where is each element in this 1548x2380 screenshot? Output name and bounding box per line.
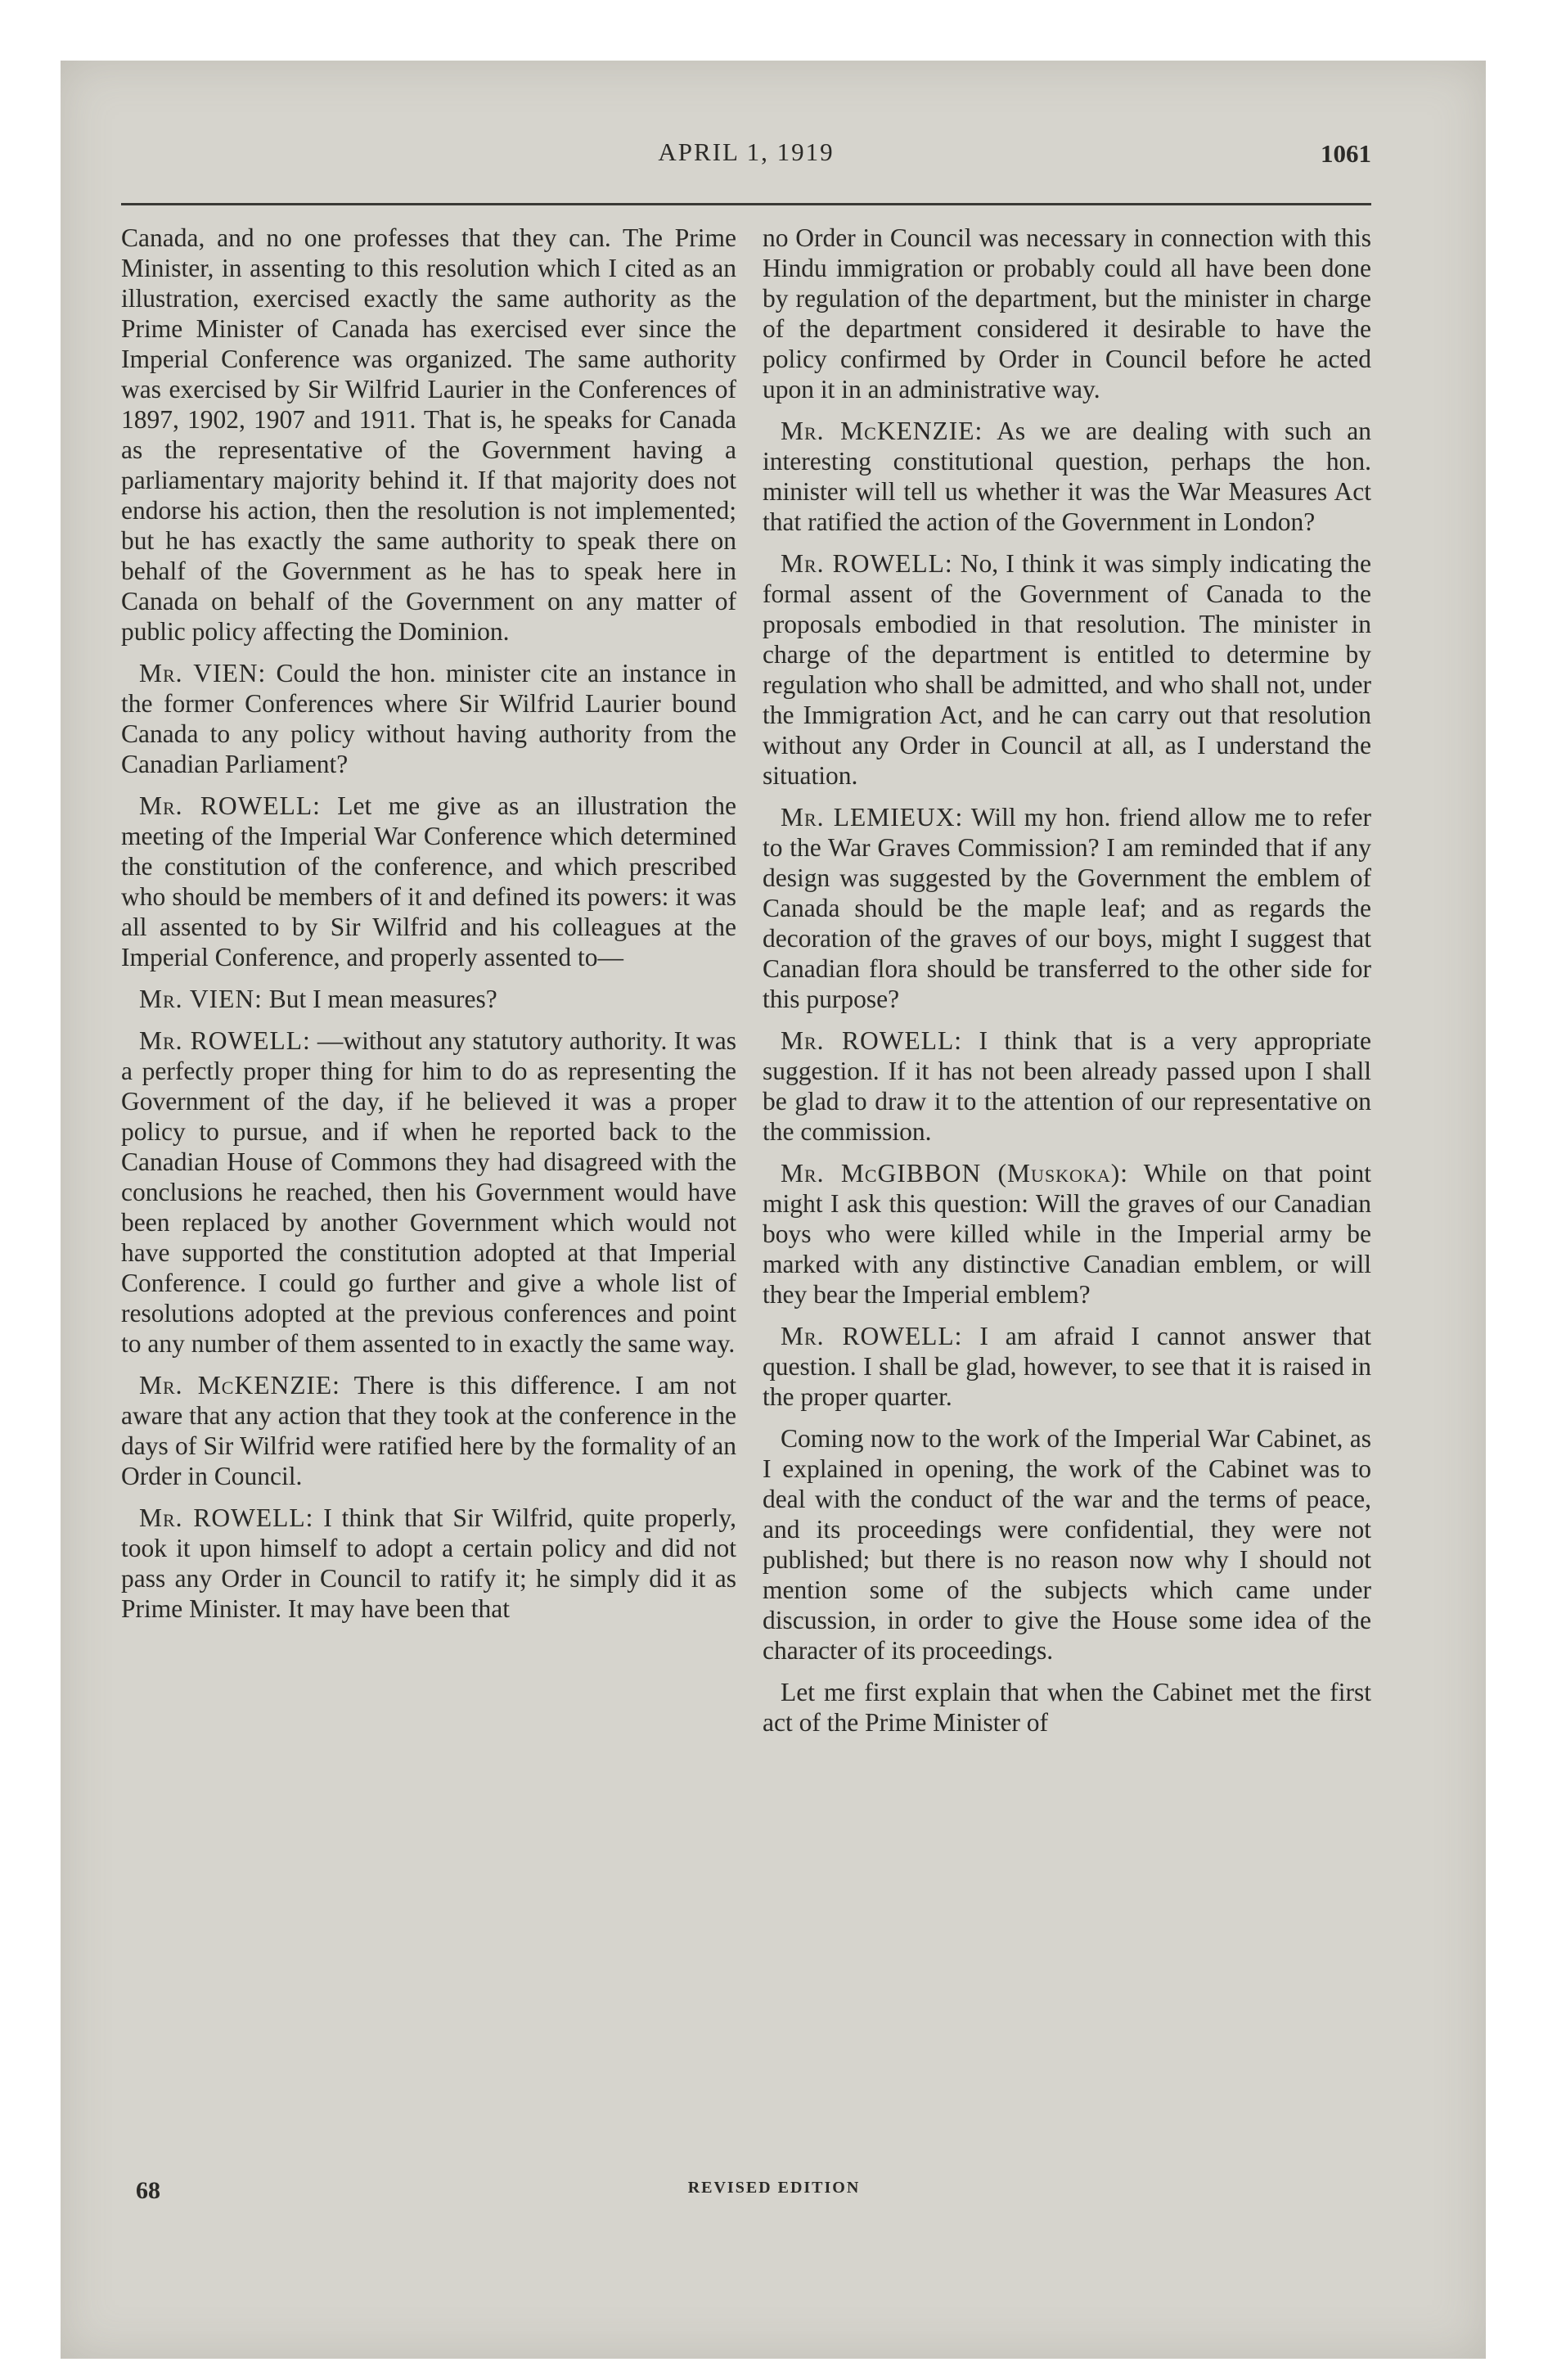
speaker-name: Mr. McGIBBON (Muskoka): xyxy=(781,1159,1128,1188)
speaker-name: Mr. VIEN: xyxy=(139,659,267,687)
paragraph-text: Could the hon. minister cite an instance in the former Conferences where Sir Wilfrid Laurier bound Canada to any policy without having authority from the Canadian Parliament? xyxy=(121,659,736,778)
paragraph xyxy=(763,1677,1371,1738)
paragraph xyxy=(763,802,1371,1014)
paragraph xyxy=(763,223,1371,404)
paragraph-text: Let me first explain that when the Cabinet met the first act of the Prime Minister of xyxy=(763,1678,1371,1737)
paragraph xyxy=(763,548,1371,791)
paragraph xyxy=(763,1321,1371,1412)
speaker-name: Mr. ROWELL: xyxy=(781,1026,962,1055)
paragraph-text: I think that is a very appropriate suggestion. If it has not been already passed upon I shall be glad to draw it to the attention of our representative on the commission. xyxy=(763,1026,1371,1146)
page-number: 1061 xyxy=(1321,139,1371,168)
speaker-name: Mr. McKENZIE: xyxy=(781,417,983,445)
speaker-name: Mr. LEMIEUX: xyxy=(781,803,964,832)
paragraph-text: I am afraid I cannot answer that question. I shall be glad, however, to see that it is raised in the proper quarter. xyxy=(763,1322,1371,1411)
paragraph xyxy=(121,1370,736,1491)
paragraph-text: There is this difference. I am not aware that any action that they took at the conference in the days of Sir Wilfrid were ratified here by the formality of an Order in Council. xyxy=(121,1371,736,1490)
paragraph xyxy=(121,984,736,1014)
paragraph-text: I think that Sir Wilfrid, quite properly, took it upon himself to adopt a certain policy and did not pass any Order in Council to ratify it; he simply did it as Prime Minister. It may have been that xyxy=(121,1503,736,1623)
speaker-name: Mr. McKENZIE: xyxy=(139,1371,340,1400)
paragraph xyxy=(121,1503,736,1624)
header-rule xyxy=(121,203,1371,205)
paragraph xyxy=(763,416,1371,537)
paragraph-text: But I mean measures? xyxy=(268,985,497,1013)
paragraph xyxy=(763,1025,1371,1147)
paragraph-text: —without any statutory authority. It was a perfectly proper thing for him to do as representing the Government of the day, if he believed it was a proper policy to pursue, and if when he reported back to the Canadian House of Commons they had disagreed with the conclusions he reached, then his Government would have been replaced by another Government which would not have supported the constitution adopted at that Imperial Conference. I could go further and give a whole list of resolutions adopted at the previous conferences and point to any number of them assented to in exactly the same way. xyxy=(121,1026,736,1358)
paragraph-text: No, I think it was simply indicating the formal assent of the Government of Canada to the proposals embodied in that resolution. The minister in charge of the department is entitled to determine by regulation who shall be admitted, and who shall not, under the Immigration Act, and he can carry out that resolution without any Order in Council at all, as I understand the situation. xyxy=(763,549,1371,790)
paragraph xyxy=(121,223,736,647)
paragraph-text: no Order in Council was necessary in connection with this Hindu immigration or probably could all have been done by regulation of the department, but the minister in charge of the department considered it desirable to have the policy confirmed by Order in Council before he acted upon it in an administrative way. xyxy=(763,223,1371,403)
paragraph xyxy=(121,1025,736,1359)
paragraph-text: While on that point might I ask this question: Will the graves of our Canadian boys who were killed while in the Imperial army be marked with any distinctive Canadian emblem, or will they bear the Imperial emblem? xyxy=(763,1159,1371,1309)
paragraph xyxy=(763,1158,1371,1309)
paragraph-text: Canada, and no one professes that they can. The Prime Minister, in assenting to this resolution which I cited as an illustration, exercised exactly the same authority as the Prime Minister of Canada has exercised ever since the Imperial Conference was organized. The same authority was exercised by Sir Wilfrid Laurier in the Conferences of 1897, 1902, 1907 and 1911. That is, he speaks for Canada as the representative of the Government having a parliamentary majority behind it. If that majority does not endorse his action, then the resolution is not implemented; but he has exactly the same authority to speak there on behalf of the Government as he has to speak here in Canada on behalf of the Government on any matter of public policy affecting the Dominion. xyxy=(121,223,736,646)
edition-label: REVISED EDITION xyxy=(687,2179,861,2197)
left-column xyxy=(121,223,736,2220)
right-column xyxy=(763,223,1371,2220)
speaker-name: Mr. ROWELL: xyxy=(139,791,321,820)
sheet-number: 68 xyxy=(136,2177,160,2204)
paragraph-text: Coming now to the work of the Imperial War Cabinet, as I explained in opening, the work of the Cabinet was to deal with the conduct of the war and the terms of peace, and its proceedings were confidential, they were not published; but there is no reason now why I should not mention some of the subjects which came under discussion, in order to give the House some idea of the character of its proceedings. xyxy=(763,1424,1371,1665)
speaker-name: Mr. ROWELL: xyxy=(139,1503,314,1532)
paragraph xyxy=(121,791,736,972)
page-header xyxy=(121,137,1371,195)
speaker-name: Mr. VIEN: xyxy=(139,985,263,1013)
speaker-name: Mr. ROWELL: xyxy=(139,1026,311,1055)
paragraph-text: As we are dealing with such an interesting constitutional question, perhaps the hon. minister will tell us whether it was the War Measures Act that ratified the action of the Government in London? xyxy=(763,417,1371,536)
speaker-name: Mr. ROWELL: xyxy=(781,1322,963,1350)
paragraph-text: Will my hon. friend allow me to refer to the War Graves Commission? I am reminded that if any design was suggested by the Government the emblem of Canada should be the maple leaf; and as regards the decoration of the graves of our boys, might I suggest that Canadian flora should be transferred to the other side for this purpose? xyxy=(763,803,1371,1013)
speaker-name: Mr. ROWELL: xyxy=(781,549,953,578)
paragraph xyxy=(763,1423,1371,1666)
paragraph-text: Let me give as an illustration the meeting of the Imperial War Conference which determined the constitution of the conference, and which prescribed who should be members of it and defined its powers: it was all assented to by Sir Wilfrid and his colleagues at the Imperial Conference, and properly assented to— xyxy=(121,791,736,971)
paragraph xyxy=(121,658,736,779)
running-title: APRIL 1, 1919 xyxy=(658,137,835,166)
